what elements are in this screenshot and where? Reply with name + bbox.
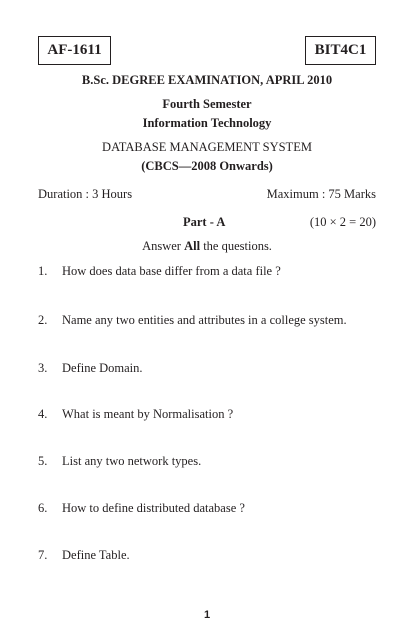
question-number: 5. [38, 454, 48, 468]
subject-title: DATABASE MANAGEMENT SYSTEM [102, 140, 312, 154]
question-number: 2. [38, 313, 48, 327]
exam-code-box: AF-1611 [38, 36, 111, 65]
exam-title: B.Sc. DEGREE EXAMINATION, APRIL 2010 [81, 73, 333, 87]
question-number: 7. [38, 548, 48, 562]
page-number: 1 [203, 609, 211, 621]
question-text: What is meant by Normalisation ? [62, 407, 234, 421]
question-number: 1. [38, 264, 48, 278]
semester-label: Fourth Semester [162, 97, 252, 111]
question-number: 4. [38, 407, 48, 421]
question-item [38, 313, 347, 328]
instruction-suffix: the questions. [200, 239, 272, 253]
question-number: 3. [38, 361, 48, 375]
instruction-line [0, 239, 414, 254]
question-text: List any two network types. [62, 454, 202, 468]
question-item [38, 361, 143, 376]
question-item [38, 548, 130, 563]
question-item [38, 454, 201, 469]
maximum-marks-label: Maximum : 75 Marks [266, 187, 376, 201]
question-text: How to define distributed database ? [62, 501, 245, 515]
duration-label: Duration : 3 Hours [38, 187, 133, 201]
instruction-emphasis: All [184, 239, 201, 253]
question-item [38, 501, 245, 516]
question-item [38, 264, 281, 279]
program-label: Information Technology [142, 116, 272, 130]
question-text: Define Domain. [62, 361, 143, 375]
subject-code-box: BIT4C1 [305, 36, 376, 65]
question-text: Name any two entities and attributes in a college system. [62, 313, 347, 327]
question-number: 6. [38, 501, 48, 515]
part-label: Part - A [183, 215, 226, 229]
instruction-prefix: Answer [142, 239, 185, 253]
part-marks: (10 × 2 = 20) [309, 215, 376, 229]
scheme-label: (CBCS—2008 Onwards) [141, 159, 273, 173]
question-text: How does data base differ from a data file ? [62, 264, 281, 278]
question-text: Define Table. [62, 548, 130, 562]
question-item [38, 407, 233, 422]
